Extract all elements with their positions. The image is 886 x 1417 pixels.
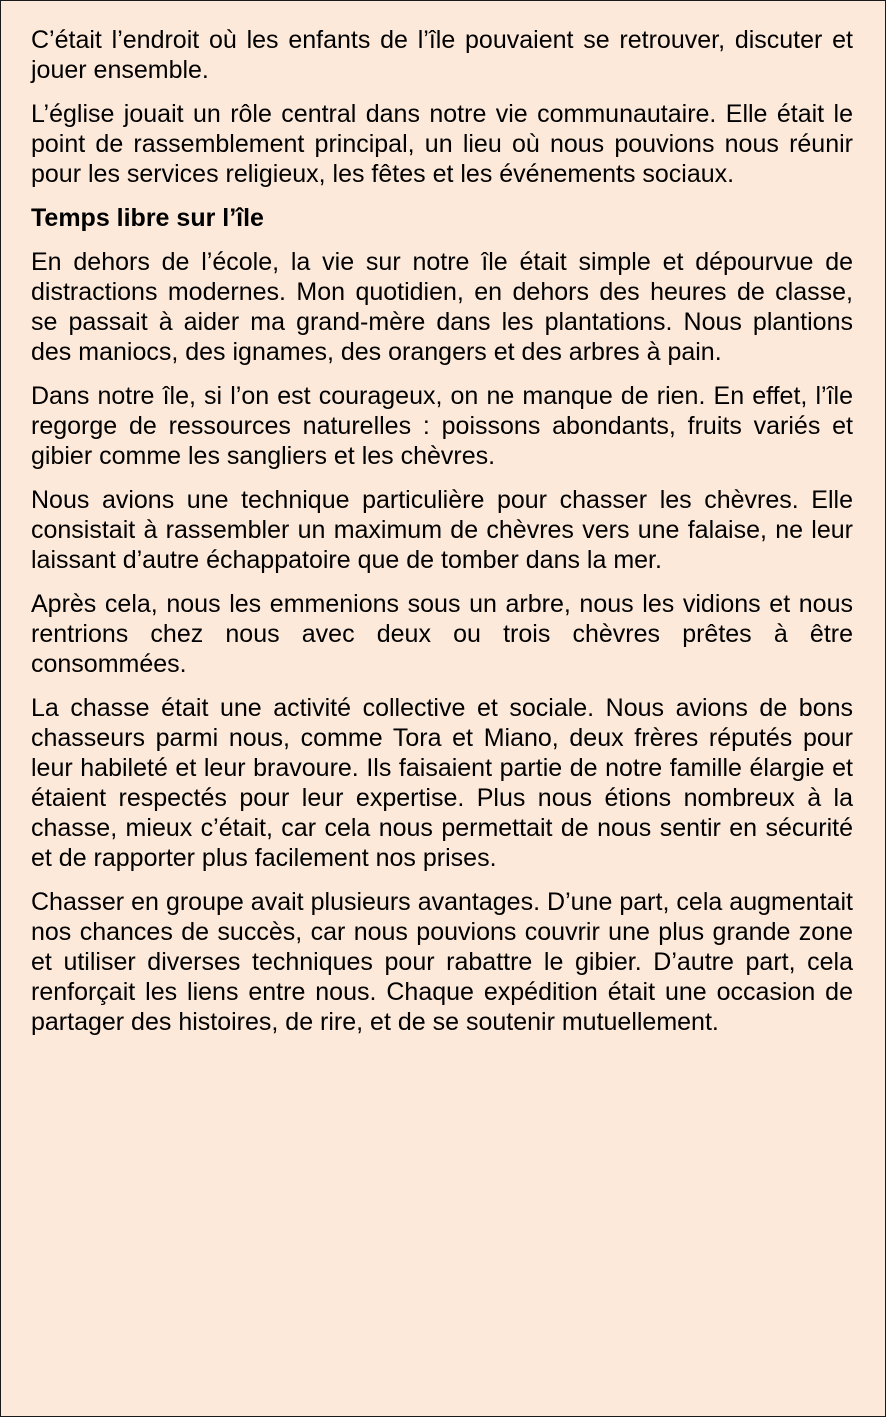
paragraph-collective-hunting: La chasse était une activité collective et sociale. Nous avions de bons chasseurs parmi nous, comme Tora et Miano, deux frères réputés pour leur habileté et leur bravoure. Ils faisaient partie de notre famille élargie et étaient respectés pour leur expertise. Plus nous étions nombreux à la chasse, mieux c’était, car cela nous permettait de nous sentir en sécurité et de rapporter plus facilement nos prises.: [31, 694, 853, 872]
paragraph-church-role: L’église jouait un rôle central dans notre vie communautaire. Elle était le point de rassemblement principal, un lieu où nous pouvions nous réunir pour les services religieux, les fêtes et les événements sociaux.: [31, 100, 853, 188]
paragraph-after-hunt: Après cela, nous les emmenions sous un arbre, nous les vidions et nous rentrions chez nous avec deux ou trois chèvres prêtes à être consommées.: [31, 590, 853, 678]
paragraph-natural-resources: Dans notre île, si l’on est courageux, on ne manque de rien. En effet, l’île regorge de ressources naturelles : poissons abondants, fruits variés et gibier comme les sangliers et les chèvres.: [31, 382, 853, 470]
paragraph-children-meeting-place: C’était l’endroit où les enfants de l’île pouvaient se retrouver, discuter et jouer ensemble.: [31, 26, 853, 84]
paragraph-goat-hunting-technique: Nous avions une technique particulière pour chasser les chèvres. Elle consistait à rassembler un maximum de chèvres vers une falaise, ne leur laissant d’autre échappatoire que de tomber dans la mer.: [31, 486, 853, 574]
section-heading-free-time: Temps libre sur l’île: [31, 204, 264, 232]
paragraph-group-hunting-advantages: Chasser en groupe avait plusieurs avantages. D’une part, cela augmentait nos chances de succès, car nous pouvions couvrir une plus grande zone et utiliser diverses techniques pour rabattre le gibier. D’autre part, cela renforçait les liens entre nous. Chaque expédition était une occasion de partager des histoires, de rire, et de se soutenir mutuellement.: [31, 888, 853, 1036]
paragraph-island-life: En dehors de l’école, la vie sur notre île était simple et dépourvue de distractions modernes. Mon quotidien, en dehors des heures de classe, se passait à aider ma grand-mère dans les plantations. Nous plantions des maniocs, des ignames, des orangers et des arbres à pain.: [31, 248, 853, 366]
